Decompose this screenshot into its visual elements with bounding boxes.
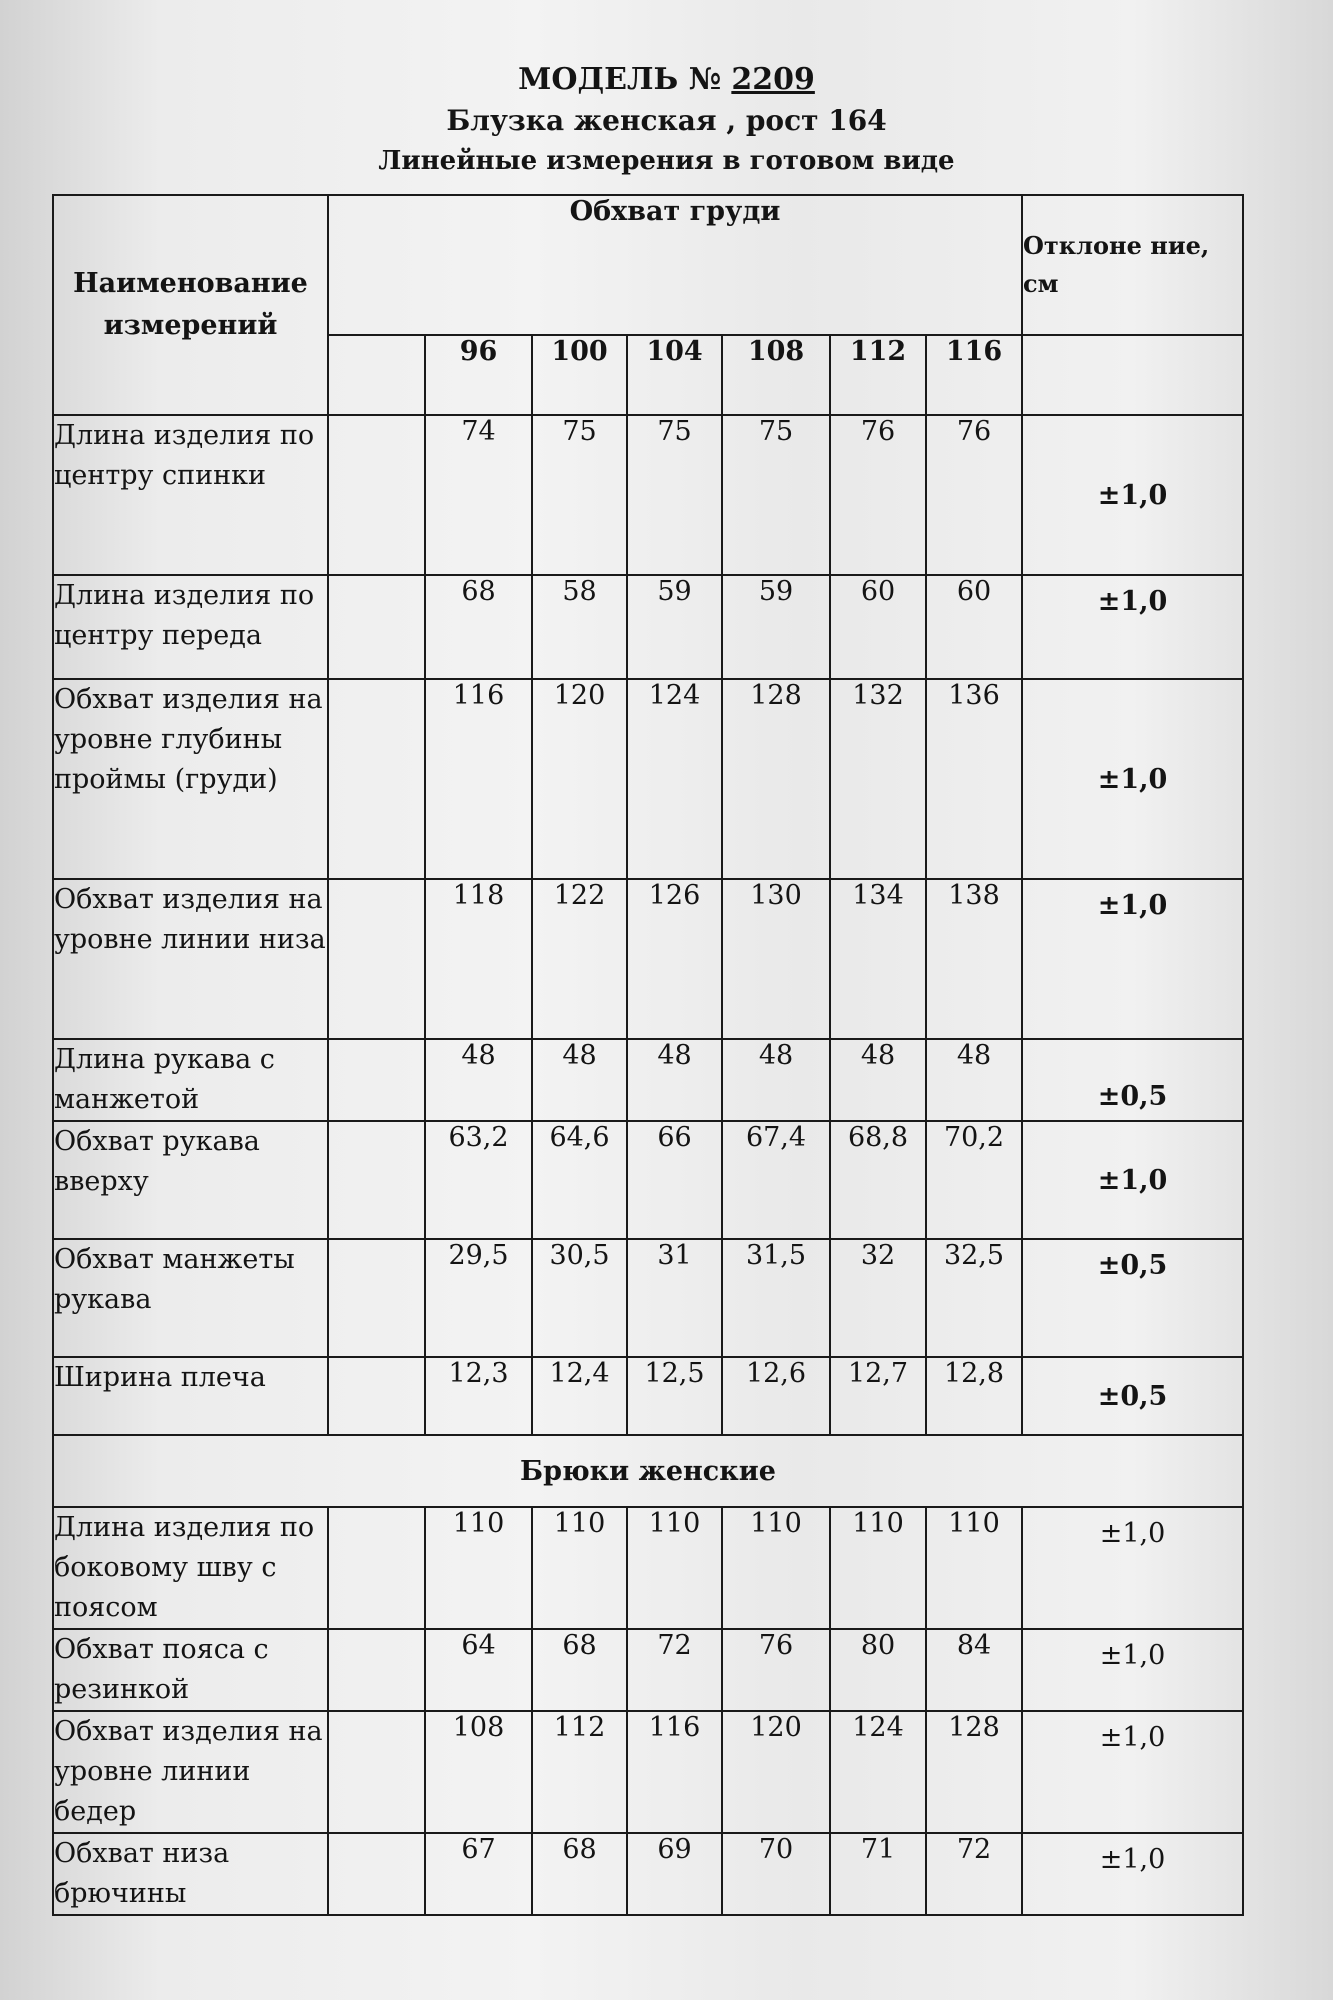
measurements-table — [52, 194, 1244, 1916]
measurement-value: 75 — [532, 415, 627, 575]
measurement-value: 48 — [926, 1039, 1022, 1121]
measurement-value: 124 — [830, 1711, 926, 1833]
size-header: 116 — [926, 335, 1022, 415]
measurement-value: 67,4 — [722, 1121, 830, 1239]
measurement-value: 75 — [627, 415, 722, 575]
deviation-value: ±1,0 — [1022, 1833, 1243, 1915]
blank-cell — [328, 1833, 425, 1915]
blank-cell — [328, 1629, 425, 1711]
measurement-value: 59 — [722, 575, 830, 679]
measurement-value: 48 — [830, 1039, 926, 1121]
blank-cell — [328, 1239, 425, 1357]
table-row — [53, 679, 1243, 879]
measurement-value: 80 — [830, 1629, 926, 1711]
section-row — [53, 1435, 1243, 1507]
measurement-value: 110 — [722, 1507, 830, 1629]
size-header: 108 — [722, 335, 830, 415]
deviation-value: ±1,0 — [1022, 1629, 1243, 1711]
measurement-value: 76 — [830, 415, 926, 575]
measurement-name-header: Наименование измерений — [53, 195, 328, 415]
measurement-value: 12,4 — [532, 1357, 627, 1435]
measurement-value: 128 — [722, 679, 830, 879]
blank-cell — [328, 1121, 425, 1239]
measurement-name: Обхват пояса с резинкой — [53, 1629, 328, 1711]
blank-cell — [328, 575, 425, 679]
measurement-value: 48 — [627, 1039, 722, 1121]
measurement-value: 124 — [627, 679, 722, 879]
measurement-value: 110 — [425, 1507, 532, 1629]
table-caption: Линейные измерения в готовом виде — [378, 146, 955, 176]
measurement-value: 126 — [627, 879, 722, 1039]
measurement-value: 130 — [722, 879, 830, 1039]
deviation-value: ±1,0 — [1022, 415, 1243, 575]
measurement-value: 68 — [532, 1629, 627, 1711]
measurement-value: 68,8 — [830, 1121, 926, 1239]
measurement-value: 122 — [532, 879, 627, 1039]
measurement-value: 84 — [926, 1629, 1022, 1711]
measurement-value: 134 — [830, 879, 926, 1039]
product-subtitle: Блузка женская , рост 164 — [446, 104, 887, 137]
section-title: Брюки женские — [53, 1435, 1243, 1507]
deviation-value: ±0,5 — [1022, 1039, 1243, 1121]
model-title — [0, 62, 1333, 97]
measurement-value: 128 — [926, 1711, 1022, 1833]
measurement-value: 12,6 — [722, 1357, 830, 1435]
measurement-value: 58 — [532, 575, 627, 679]
measurement-value: 69 — [627, 1833, 722, 1915]
measurement-value: 31 — [627, 1239, 722, 1357]
measurement-value: 110 — [532, 1507, 627, 1629]
measurement-value: 60 — [830, 575, 926, 679]
measurement-value: 112 — [532, 1711, 627, 1833]
measurement-value: 138 — [926, 879, 1022, 1039]
measurement-value: 120 — [722, 1711, 830, 1833]
size-header: 96 — [425, 335, 532, 415]
blank-cell — [328, 679, 425, 879]
measurement-value: 12,7 — [830, 1357, 926, 1435]
blank-cell — [328, 1507, 425, 1629]
measurement-name: Обхват низа брючины — [53, 1833, 328, 1915]
deviation-value: ±1,0 — [1022, 1711, 1243, 1833]
table-row — [53, 1357, 1243, 1435]
measurement-name: Обхват изделия на уровне линии низа — [53, 879, 328, 1039]
measurement-value: 136 — [926, 679, 1022, 879]
measurement-value: 31,5 — [722, 1239, 830, 1357]
measurement-value: 132 — [830, 679, 926, 879]
measurement-value: 71 — [830, 1833, 926, 1915]
measurement-value: 120 — [532, 679, 627, 879]
table-row — [53, 1629, 1243, 1711]
table-row — [53, 575, 1243, 679]
blank-cell — [328, 415, 425, 575]
size-header: 100 — [532, 335, 627, 415]
measurement-name: Длина изделия по центру спинки — [53, 415, 328, 575]
measurement-value: 66 — [627, 1121, 722, 1239]
measurement-value: 70,2 — [926, 1121, 1022, 1239]
measurement-name: Длина изделия по центру переда — [53, 575, 328, 679]
table-row — [53, 1121, 1243, 1239]
measurement-value: 63,2 — [425, 1121, 532, 1239]
measurement-value: 116 — [627, 1711, 722, 1833]
model-label: МОДЕЛЬ № — [518, 62, 722, 97]
measurement-value: 68 — [425, 575, 532, 679]
blank-cell — [328, 1711, 425, 1833]
blank-cell — [328, 1039, 425, 1121]
measurement-value: 32,5 — [926, 1239, 1022, 1357]
measurement-value: 72 — [627, 1629, 722, 1711]
measurement-value: 64,6 — [532, 1121, 627, 1239]
measurement-value: 64 — [425, 1629, 532, 1711]
measurement-name: Ширина плеча — [53, 1357, 328, 1435]
deviation-header: Отклоне ние, см — [1022, 195, 1243, 335]
deviation-value: ±0,5 — [1022, 1357, 1243, 1435]
measurement-value: 74 — [425, 415, 532, 575]
measurement-value: 12,3 — [425, 1357, 532, 1435]
table-row — [53, 415, 1243, 575]
table-row — [53, 1507, 1243, 1629]
measurement-value: 32 — [830, 1239, 926, 1357]
measurement-value: 75 — [722, 415, 830, 575]
table-row — [53, 1711, 1243, 1833]
deviation-value: ±1,0 — [1022, 575, 1243, 679]
blank-cell — [328, 879, 425, 1039]
measurement-value: 12,5 — [627, 1357, 722, 1435]
measurement-name: Обхват рукава вверху — [53, 1121, 328, 1239]
blank-cell — [328, 335, 425, 415]
measurement-value: 30,5 — [532, 1239, 627, 1357]
table-row — [53, 1239, 1243, 1357]
measurement-name: Обхват изделия на уровне глубины проймы (груди) — [53, 679, 328, 879]
deviation-value: ±1,0 — [1022, 1507, 1243, 1629]
measurement-value: 12,8 — [926, 1357, 1022, 1435]
measurement-value: 68 — [532, 1833, 627, 1915]
size-header: 112 — [830, 335, 926, 415]
measurement-value: 110 — [627, 1507, 722, 1629]
measurement-value: 48 — [425, 1039, 532, 1121]
measurement-value: 48 — [532, 1039, 627, 1121]
blank-cell — [328, 1357, 425, 1435]
blank-cell — [1022, 335, 1243, 415]
chest-girth-header: Обхват груди — [328, 195, 1022, 335]
measurement-value: 76 — [722, 1629, 830, 1711]
measurement-value: 76 — [926, 415, 1022, 575]
measurement-name: Обхват манжеты рукава — [53, 1239, 328, 1357]
table-row — [53, 879, 1243, 1039]
measurement-value: 29,5 — [425, 1239, 532, 1357]
measurement-value: 70 — [722, 1833, 830, 1915]
size-header: 104 — [627, 335, 722, 415]
measurement-name: Длина рукава с манжетой — [53, 1039, 328, 1121]
measurement-name: Длина изделия по боковому шву с поясом — [53, 1507, 328, 1629]
deviation-value: ±1,0 — [1022, 679, 1243, 879]
measurement-value: 110 — [926, 1507, 1022, 1629]
measurement-value: 118 — [425, 879, 532, 1039]
measurement-value: 48 — [722, 1039, 830, 1121]
measurement-name: Обхват изделия на уровне линии бедер — [53, 1711, 328, 1833]
table-row — [53, 1039, 1243, 1121]
deviation-value: ±1,0 — [1022, 1121, 1243, 1239]
deviation-value: ±1,0 — [1022, 879, 1243, 1039]
table-row — [53, 1833, 1243, 1915]
model-number: 2209 — [731, 62, 815, 97]
measurement-value: 116 — [425, 679, 532, 879]
measurement-value: 110 — [830, 1507, 926, 1629]
measurement-value: 60 — [926, 575, 1022, 679]
measurement-value: 67 — [425, 1833, 532, 1915]
measurement-value: 59 — [627, 575, 722, 679]
measurement-value: 72 — [926, 1833, 1022, 1915]
deviation-value: ±0,5 — [1022, 1239, 1243, 1357]
measurement-value: 108 — [425, 1711, 532, 1833]
